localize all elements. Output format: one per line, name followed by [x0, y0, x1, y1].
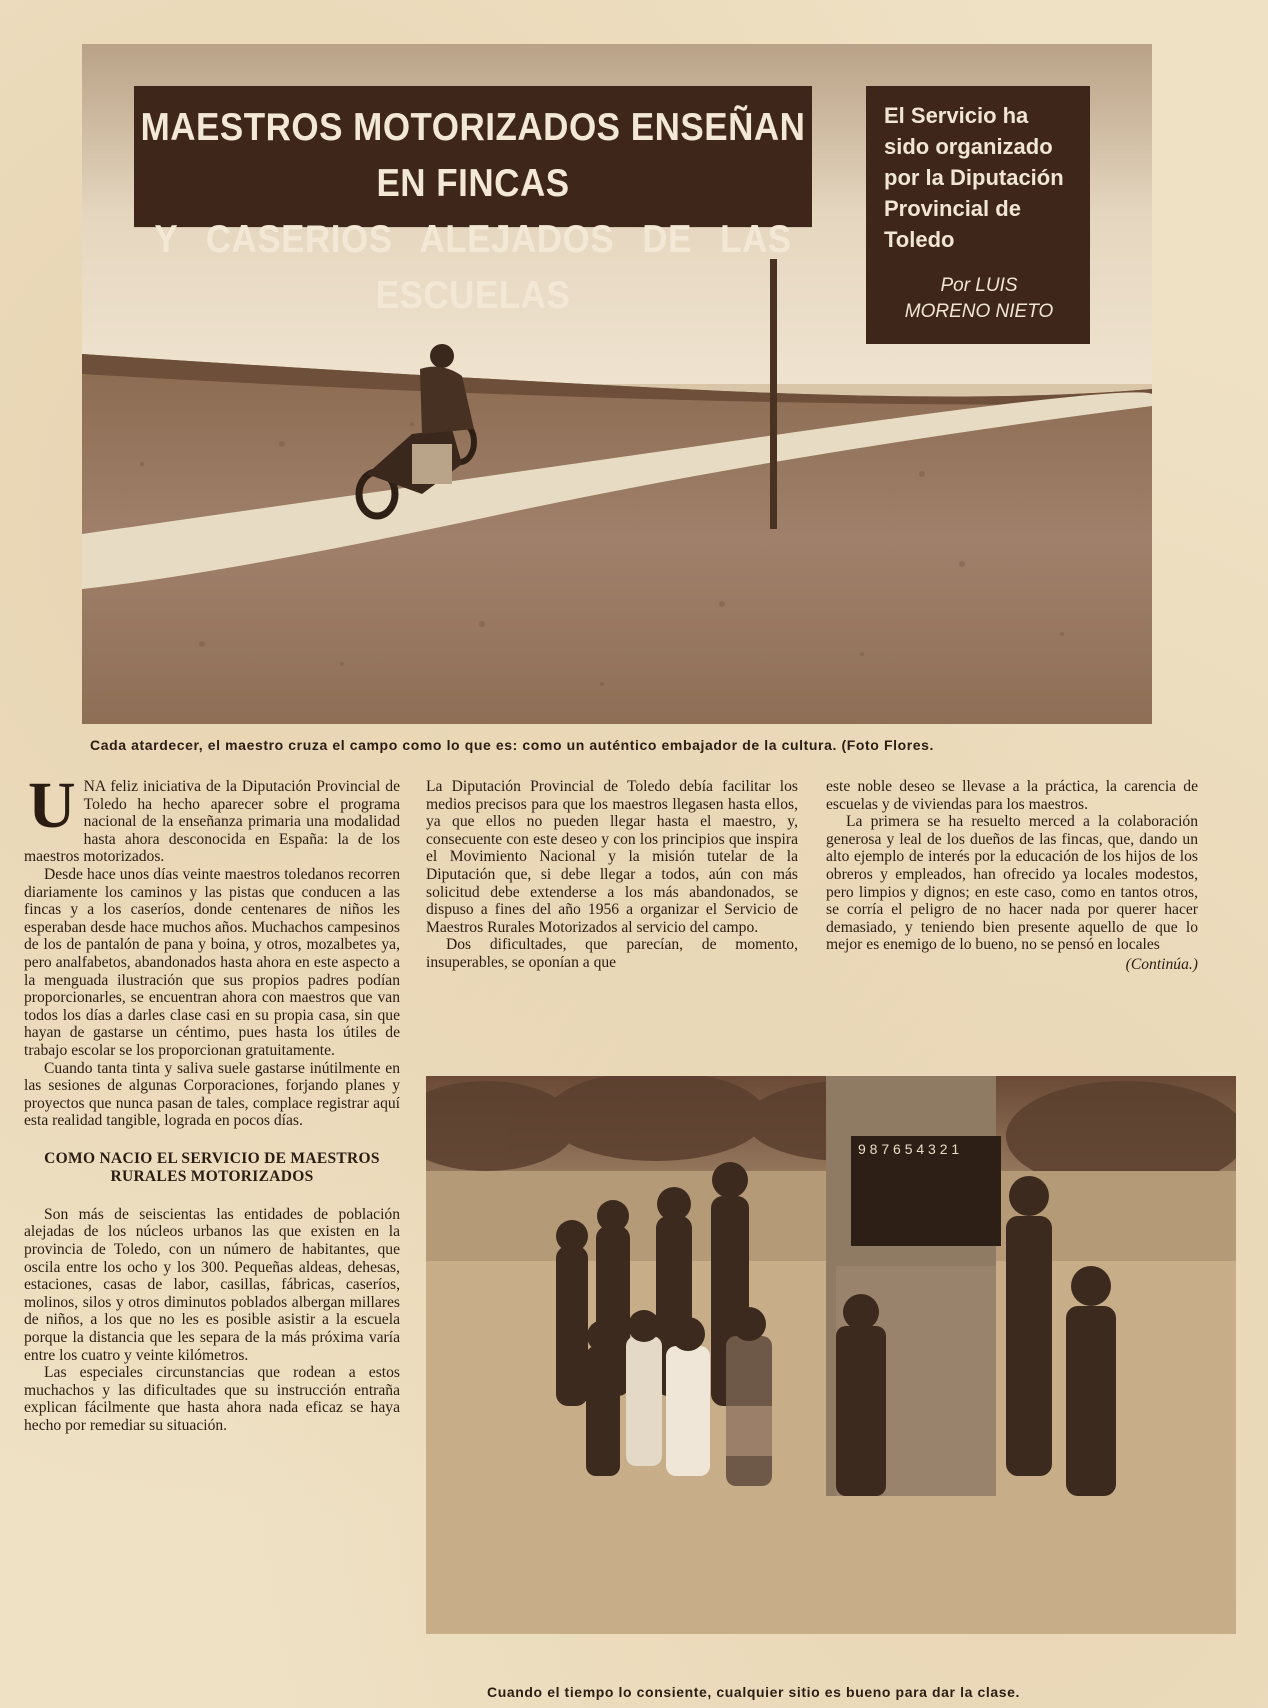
byline-line-1: Por LUIS	[940, 275, 1018, 296]
bottom-photo-caption: Cuando el tiempo lo consiente, cualquier sitio es bueno para dar la clase.	[487, 1684, 1020, 1700]
blackboard-numbers: 9 8 7 6 5 4 3 2 1	[858, 1141, 960, 1157]
paragraph-1-text: NA feliz iniciativa de la Diputación Provincial de Toledo ha hecho aparecer sobre el programa nacional de la enseñanza primaria una modalidad hasta ahora desconocida en España: la de los maestros motorizados.	[24, 778, 400, 866]
headline-line-1: MAESTROS MOTORIZADOS ENSEÑAN EN FINCAS	[140, 105, 806, 205]
paragraph-6: La Diputación Provincial de Toledo debía facilitar los medios precisos para que los maestros llegasen hasta ellos, ya que ellos no pueden llegar hasta el maestro, y, consecuente con este deseo y con los principios que inspira el Movimiento Nacional y la misión tutelar de la Diputación que, si debe llegar a todos, aún con más solicitud debe extenderse a los más abandonados, se dispuso a fines del año 1956 a organizar el Servicio de Maestros Rurales Motorizados al servicio del campo.	[426, 778, 798, 936]
top-photo-caption: Cada atardecer, el maestro cruza el campo como lo que es: como un auténtico embajador de la cultura. (Foto Flores.	[90, 737, 935, 753]
byline-line-2: MORENO NIETO	[904, 301, 1054, 322]
dek-box	[866, 86, 1090, 344]
paragraph-5: Las especiales circunstancias que rodean a estos muchachos y las dificultades que su instrucción entraña explican fácilmente que hasta ahora nada eficaz se haya hecho por remediar su situación.	[24, 1364, 400, 1434]
drop-cap: U	[28, 769, 76, 842]
article-column-3	[826, 778, 1198, 974]
paragraph-2: Desde hace unos días veinte maestros toledanos recorren diariamente los caminos y las pistas que conducen a las fincas y a los caseríos, donde centenares de niños les esperaban desde hace muchos años. Muchachos campesinos de los de pantalón de pana y boina, y otros, mozalbetes ya, pero analfabetos, abandonados hasta ahora en este aspecto a la menguada ilustración que sus propios padres podían proporcionarles, se encuentran ahora con maestros que van todos los días a darles clase casi en su propia casa, sin que hayan de gastarse un céntimo, pues hasta los útiles de trabajo escolar se los proporcionan gratuitamente.	[24, 865, 400, 1059]
headline-line-2: Y CASERIOS ALEJADOS DE LAS ESCUELAS	[154, 217, 792, 317]
outdoor-class-photo	[426, 1076, 1236, 1634]
paragraph-1	[24, 769, 400, 866]
byline	[884, 273, 1074, 325]
section-subhead: COMO NACIO EL SERVICIO DE MAESTROS RURALES MOTORIZADOS	[44, 1149, 380, 1185]
headline	[134, 86, 812, 317]
article-column-2	[426, 778, 798, 972]
paragraph-7: Dos dificultades, que parecían, de momento, insuperables, se oponían a que	[426, 936, 798, 971]
article-column-1	[24, 769, 400, 1435]
paragraph-9: La primera se ha resuelto merced a la colaboración generosa y leal de los dueños de las fincas, que, dando un alto ejemplo de interés por la educación de los hijos de los obreros y empleados, han ofrecido ya locales modestos, pero limpios y dignos; en este caso, como en tantos otros, se corría el peligro de no hacer nada por querer hacer demasiado, y teniendo bien presente aquello de que lo mejor es enemigo de lo bueno, no se pensó en locales	[826, 813, 1198, 954]
continued-note: (Continúa.)	[1125, 955, 1198, 973]
paragraph-8: este noble deseo se llevase a la práctica, la carencia de escuelas y de viviendas para los maestros.	[826, 778, 1198, 813]
paragraph-3: Cuando tanta tinta y saliva suele gastarse inútilmente en las sesiones de algunas Corporaciones, forjando planes y proyectos que nunca pasan de tales, complace registrar aquí esta realidad tangible, lograda en pocos días.	[24, 1059, 400, 1130]
paragraph-4: Son más de seiscientas las entidades de población alejadas de los núcleos urbanos las que existen en la provincia de Toledo, con un número de habitantes, que oscila entre los ocho y los 300. Pequeñas aldeas, dehesas, estaciones, casas de labor, casillas, fábricas, caseríos, molinos, silos y otros diminutos poblados albergan millares de niños, a los que no les es posible asistir a la escuela porque la distancia que les separa de la más próxima varía entre los cuatro y veinte kilómetros.	[24, 1205, 400, 1364]
dek-text: El Servicio ha sido organizado por la Diputación Provincial de Toledo	[884, 103, 1064, 252]
